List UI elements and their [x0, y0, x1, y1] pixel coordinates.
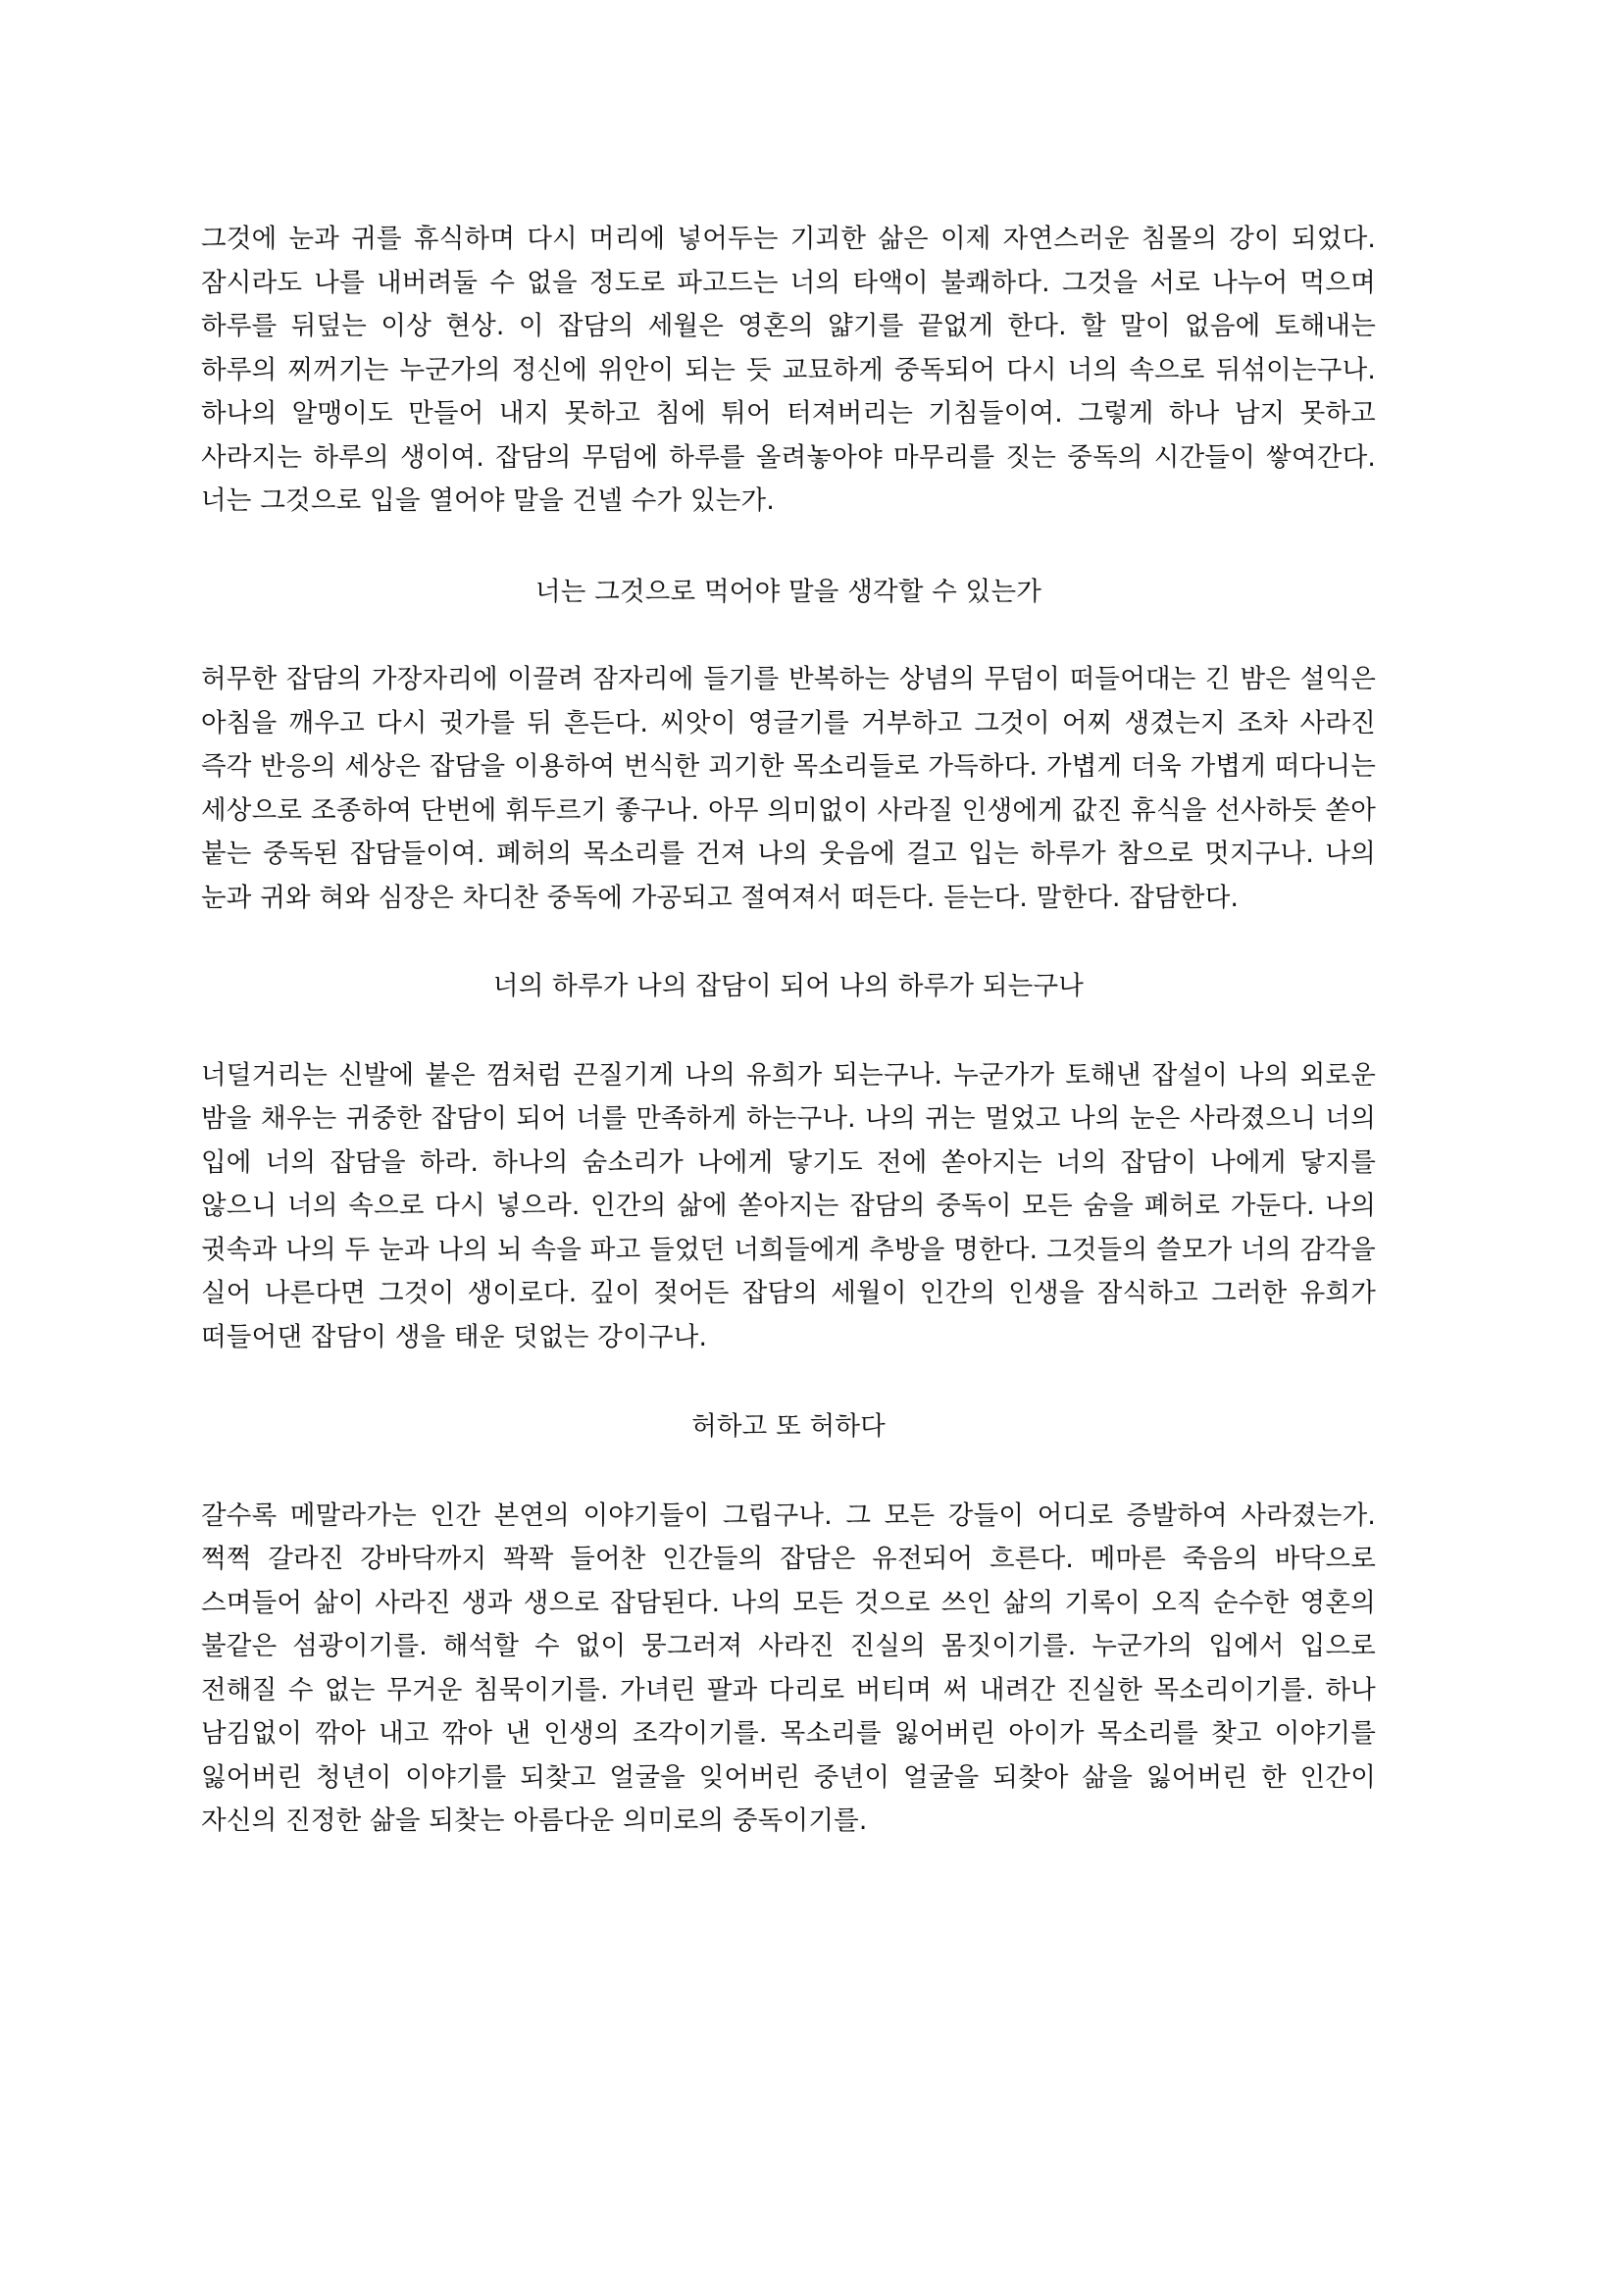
paragraph: 갈수록 메말라가는 인간 본연의 이야기들이 그립구나. 그 모든 강들이 어디로 증발하여 사라졌는가. 쩍쩍 갈라진 강바닥까지 꽉꽉 들어찬 인간들의 잡담은 유전되어 흐른다. 메마른 죽음의 바닥으로 스며들어 삶이 사라진 생과 생으로 잡담된다. 나의 모든 것으로 쓰인 삶의 기록이 오직 순수한 영혼의 불같은 섬광이기를. 해석할 수 없이 뭉그러져 사라진 진실의 몸짓이기를. 누군가의 입에서 입으로 전해질 수 없는 무거운 침묵이기를. 가녀린 팔과 다리로 버티며 써 내려간 진실한 목소리이기를. 하나 남김없이 깎아 내고 깎아 낸 인생의 조각이기를. 목소리를 잃어버린 아이가 목소리를 찾고 이야기를 잃어버린 청년이 이야기를 되찾고 얼굴을 잊어버린 중년이 얼굴을 되찾아 삶을 잃어버린 한 인간이 자신의 진정한 삶을 되찾는 아름다운 의미로의 중독이기를. — [201, 1500, 1376, 1836]
paragraph: 허무한 잡담의 가장자리에 이끌려 잠자리에 들기를 반복하는 상념의 무덤이 떠들어대는 긴 밤은 설익은 아침을 깨우고 다시 귓가를 뒤 흔든다. 씨앗이 영글기를 거부하고 그것이 어찌 생겼는지 조차 사라진 즉각 반응의 세상은 잡담을 이용하여 번식한 괴기한 목소리들로 가득하다. 가볍게 더욱 가볍게 떠다니는 세상으로 조종하여 단번에 휘두르기 좋구나. 아무 의미없이 사라질 인생에게 값진 휴식을 선사하듯 쏟아 붙는 중독된 잡담들이여. 폐허의 목소리를 건져 나의 웃음에 걸고 입는 하루가 참으로 멋지구나. 나의 눈과 귀와 혀와 심장은 차디찬 중독에 가공되고 절여져서 떠든다. 듣는다. 말한다. 잡담한다. — [201, 664, 1376, 913]
paragraph: 너덜거리는 신발에 붙은 껌처럼 끈질기게 나의 유희가 되는구나. 누군가가 토해낸 잡설이 나의 외로운 밤을 채우는 귀중한 잡담이 되어 너를 만족하게 하는구나. 나의 귀는 멀었고 나의 눈은 사라졌으니 너의 입에 너의 잡담을 하라. 하나의 숨소리가 나에게 닿기도 전에 쏟아지는 너의 잡담이 나에게 닿지를 않으니 너의 속으로 다시 넣으라. 인간의 삶에 쏟아지는 잡담의 중독이 모든 숨을 폐허로 가둔다. 나의 귓속과 나의 두 눈과 나의 뇌 속을 파고 들었던 너희들에게 추방을 명한다. 그것들의 쓸모가 너의 감각을 실어 나른다면 그것이 생이로다. 깊이 젖어든 잡담의 세월이 인간의 인생을 잠식하고 그러한 유희가 떠들어댄 잡담이 생을 태운 덧없는 강이구나. — [201, 1059, 1376, 1352]
section-heading: 너는 그것으로 먹어야 말을 생각할 수 있는가 — [534, 576, 1042, 607]
section-heading: 너의 하루가 나의 잡담이 되어 나의 하루가 되는구나 — [492, 971, 1085, 1001]
document-body — [201, 218, 1376, 1844]
section-heading: 허하고 또 허하다 — [691, 1411, 886, 1442]
paragraph: 그것에 눈과 귀를 휴식하며 다시 머리에 넣어두는 기괴한 삶은 이제 자연스러운 침몰의 강이 되었다. 잠시라도 나를 내버려둘 수 없을 정도로 파고드는 너의 타액이 불쾌하다. 그것을 서로 나누어 먹으며 하루를 뒤덮는 이상 현상. 이 잡담의 세월은 영혼의 얇기를 끝없게 한다. 할 말이 없음에 토해내는 하루의 찌꺼기는 누군가의 정신에 위안이 되는 듯 교묘하게 중독되어 다시 너의 속으로 뒤섞이는구나. 하나의 알맹이도 만들어 내지 못하고 침에 튀어 터져버리는 기침들이여. 그렇게 하나 남지 못하고 사라지는 하루의 생이여. 잡담의 무덤에 하루를 올려놓아야 마무리를 짓는 중독의 시간들이 쌓여간다. 너는 그것으로 입을 열어야 말을 건넬 수가 있는가. — [201, 224, 1376, 516]
